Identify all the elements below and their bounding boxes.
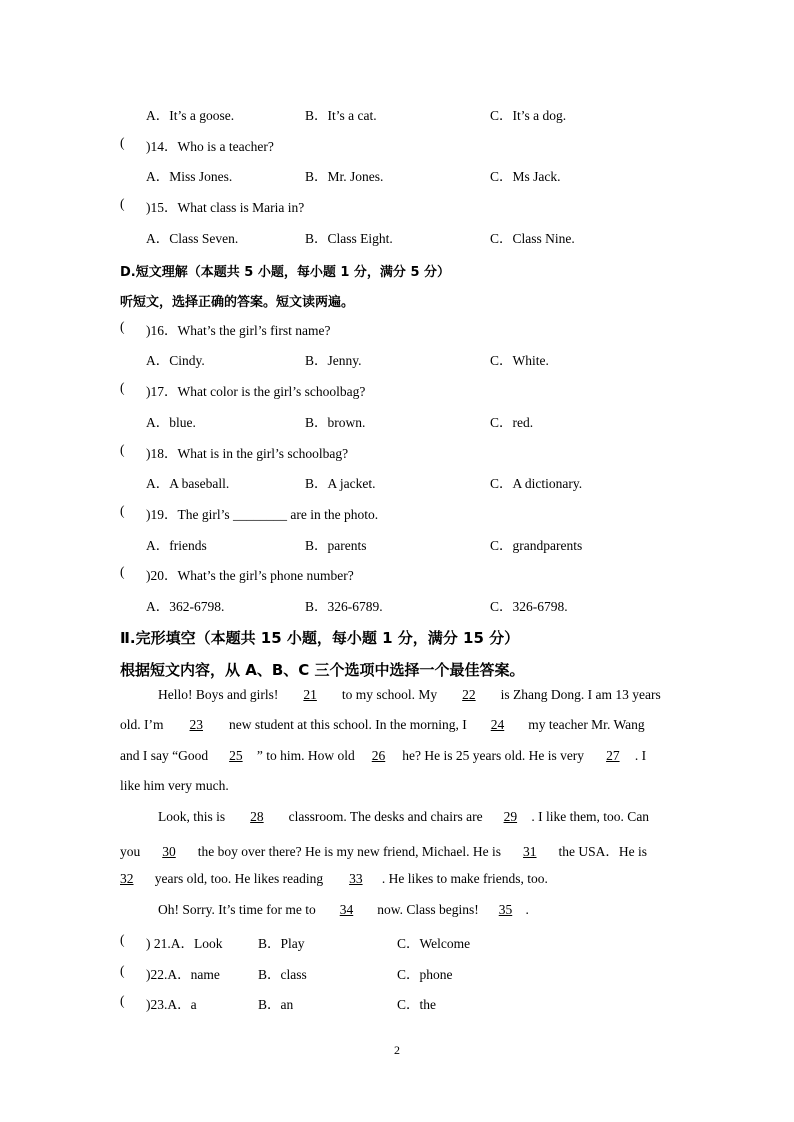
- answer-paren: (: [120, 503, 125, 518]
- passage-text: you: [120, 844, 141, 859]
- passage-line: [158, 687, 661, 703]
- page-number: 2: [394, 1043, 400, 1057]
- question-text: )18．What is in the girl’s schoolbag?: [146, 446, 349, 461]
- passage-text: the boy over there? He is my new friend, Michael. He is: [197, 844, 502, 859]
- blank-28: 28: [250, 809, 264, 824]
- answer-paren: (: [120, 135, 125, 150]
- option-a: A．Class Seven.: [146, 231, 239, 246]
- blank-27: 27: [606, 748, 620, 763]
- blank-21: 21: [303, 687, 317, 702]
- option-c: C．grandparents: [490, 538, 583, 553]
- passage-text: ” to him. How old: [256, 748, 355, 763]
- question-text: )19．The girl’s ________ are in the photo.: [146, 507, 379, 522]
- answer-paren: (: [120, 932, 125, 947]
- option-a: A．friends: [146, 538, 207, 553]
- option-a: A．362-6798.: [146, 599, 225, 614]
- option-c: C．red.: [490, 415, 534, 430]
- section-d-instruction: 听短文，选择正确的答案。短文读两遍。: [120, 295, 355, 310]
- blank-31: 31: [523, 844, 537, 859]
- option-c: C．Class Nine.: [490, 231, 575, 246]
- option-b: B．A jacket.: [305, 476, 376, 491]
- passage-text: and I say “Good: [120, 748, 209, 763]
- passage-line: [158, 902, 529, 918]
- question-text: )22.A．name: [146, 967, 220, 982]
- section-ii-title: Ⅱ.完形填空（本题共 15 小题，每小题 1 分，满分 15 分）: [120, 629, 520, 647]
- option-c: C．A dictionary.: [490, 476, 583, 491]
- answer-paren: (: [120, 380, 125, 395]
- option-a: A．Miss Jones.: [146, 169, 233, 184]
- passage-text: now. Class begins!: [377, 902, 479, 917]
- passage-text: is Zhang Dong. I am 13 years: [500, 687, 661, 702]
- passage-text: . He likes to make friends, too.: [381, 871, 548, 886]
- passage-text: to my school. My: [341, 687, 438, 702]
- option-a: A．blue.: [146, 415, 196, 430]
- option-a: A．A baseball.: [146, 476, 230, 491]
- option-c: C．It’s a dog.: [490, 108, 567, 123]
- answer-paren: (: [120, 993, 125, 1008]
- option-b: B．class: [258, 967, 307, 982]
- option-b: B．Class Eight.: [305, 231, 393, 246]
- option-b: B．Mr. Jones.: [305, 169, 384, 184]
- passage-line: [120, 840, 647, 860]
- passage-text: classroom. The desks and chairs are: [288, 809, 483, 824]
- blank-32: 32: [120, 871, 134, 886]
- question-text: )15．What class is Maria in?: [146, 200, 305, 215]
- passage-text: the USA．He is: [558, 844, 648, 859]
- blank-34: 34: [339, 902, 354, 917]
- section-d-title: D.短文理解（本题共 5 小题，每小题 1 分，满分 5 分）: [120, 265, 451, 280]
- blank-29: 29: [503, 809, 518, 824]
- option-a: A．Cindy.: [146, 353, 205, 368]
- option-c: C．Ms Jack.: [490, 169, 561, 184]
- answer-paren: (: [120, 442, 125, 457]
- passage-line: [120, 748, 646, 764]
- option-c: C．White.: [490, 353, 549, 368]
- passage-line: [120, 717, 645, 733]
- passage-text: Look, this is: [158, 809, 226, 824]
- passage-line: [120, 871, 548, 887]
- blank-33: 33: [349, 871, 363, 886]
- passage-text: Hello! Boys and girls!: [158, 687, 279, 702]
- option-b: B．parents: [305, 538, 367, 553]
- passage-line: like him very much.: [120, 778, 229, 793]
- answer-paren: (: [120, 196, 125, 211]
- blank-25: 25: [229, 748, 243, 763]
- option-b: B．an: [258, 997, 294, 1012]
- passage-text: Oh! Sorry. It’s time for me to: [158, 902, 316, 917]
- passage-text: old. I’m: [120, 717, 164, 732]
- question-text: )20．What’s the girl’s phone number?: [146, 568, 354, 583]
- question-text: )14．Who is a teacher?: [146, 139, 274, 154]
- question-text: )23.A．a: [146, 997, 197, 1012]
- option-b: B．Jenny.: [305, 353, 362, 368]
- option-c: C．Welcome: [397, 936, 471, 951]
- blank-24: 24: [490, 717, 505, 732]
- answer-paren: (: [120, 564, 125, 579]
- blank-26: 26: [371, 748, 386, 763]
- passage-text: new student at this school. In the morning, I: [229, 717, 467, 732]
- answer-paren: (: [120, 319, 125, 334]
- option-c: C．the: [397, 997, 436, 1012]
- answer-paren: (: [120, 963, 125, 978]
- passage-text: . I like them, too. Can: [531, 809, 650, 824]
- option-c: C．phone: [397, 967, 453, 982]
- blank-23: 23: [189, 717, 203, 732]
- passage-line: [158, 809, 649, 825]
- blank-35: 35: [498, 902, 513, 917]
- question-text: )16．What’s the girl’s first name?: [146, 323, 331, 338]
- question-text: )17．What color is the girl’s schoolbag?: [146, 384, 366, 399]
- blank-22: 22: [462, 687, 476, 702]
- section-ii-instruction: 根据短文内容，从 A、B、C 三个选项中选择一个最佳答案。: [120, 661, 525, 679]
- passage-text: . I: [634, 748, 647, 763]
- option-c: C．326-6798.: [490, 599, 568, 614]
- passage-text: .: [525, 902, 529, 917]
- option-b: B．Play: [258, 936, 305, 951]
- question-text: ) 21.A．Look: [146, 936, 223, 951]
- passage-text: he? He is 25 years old. He is very: [402, 748, 585, 763]
- passage-text: years old, too. He likes reading: [154, 871, 324, 886]
- passage-text: my teacher Mr. Wang: [528, 717, 645, 732]
- option-b: B．brown.: [305, 415, 366, 430]
- option-b: B．326-6789.: [305, 599, 383, 614]
- option-b: B．It’s a cat.: [305, 108, 377, 123]
- blank-30: 30: [162, 844, 176, 859]
- option-a: A．It’s a goose.: [146, 108, 235, 123]
